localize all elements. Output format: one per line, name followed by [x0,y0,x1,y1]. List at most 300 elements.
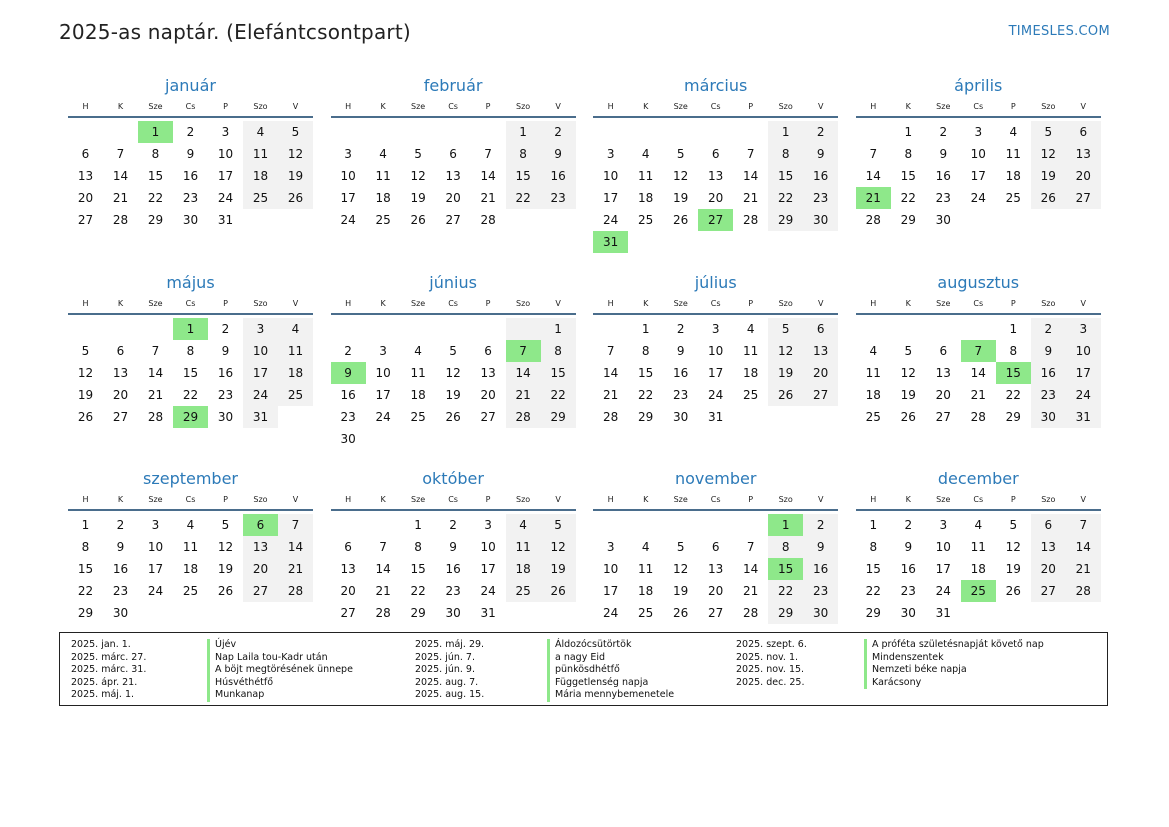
days-grid [68,121,313,231]
day-cell: 23 [935,191,951,205]
day-cell: 8 [641,343,650,358]
day-cell: 28 [375,606,391,620]
day-cell: 20 [1066,165,1101,187]
day-cell: 11 [243,143,278,165]
day-cell: 3 [939,518,948,532]
day-cell: 4 [506,514,541,536]
weekday-label: Sze [410,102,426,111]
weekday-label: Sze [410,298,426,308]
weekday-label: Szo [253,298,268,308]
day-cell: 6 [1031,514,1066,536]
weekday-label: V [292,495,299,504]
weekday-label: Sze [148,298,163,308]
day-cell: 20 [445,191,461,205]
day-cell: 7 [484,147,492,161]
day-cell: 3 [711,321,720,336]
day-cell: 14 [865,169,881,183]
day-cell: 9 [676,343,685,358]
day-cell: 19 [217,562,234,576]
day-cell: 23 [1031,384,1066,406]
day-cell: 26 [410,213,426,227]
day-cell: 26 [673,606,689,620]
day-empty [331,318,366,340]
day-cell: 22 [768,187,803,209]
day-cell: 4 [746,321,755,336]
weekday-label: K [117,495,124,504]
legend-holiday-name: Újév [207,639,353,652]
day-cell: 4 [278,318,313,340]
day-cell: 25 [278,384,313,406]
day-cell: 15 [768,165,803,187]
weekday-label: K [905,102,911,111]
day-cell: 27 [112,409,129,424]
day-cell: 4 [641,540,650,554]
day-cell: 9 [803,143,838,165]
day-cell: 7 [379,540,387,554]
weekday-label: K [643,298,649,308]
days-grid [331,318,576,450]
day-cell: 20 [708,584,724,598]
day-cell: 19 [768,362,803,384]
day-cell: 10 [970,147,986,161]
day-cell: 14 [480,169,496,183]
day-cell: 24 [243,384,278,406]
day-cell: 3 [606,147,615,161]
weekday-label: Cs [973,495,984,504]
day-cell: 13 [1066,143,1101,165]
day-cell: 6 [116,343,125,358]
day-cell: 7 [746,147,755,161]
weekday-label: P [485,102,491,111]
day-cell: 16 [803,165,838,187]
day-cell: 18 [638,584,654,598]
day-cell: 18 [1005,169,1021,183]
day-cell: 13 [112,365,129,380]
day-cell: 8 [768,536,803,558]
holiday-day: 9 [331,362,366,384]
holiday-day: 31 [593,231,628,253]
day-cell: 17 [217,169,234,183]
legend-date: 2025. nov. 1. [736,651,799,663]
day-cell: 10 [480,540,496,554]
day-cell: 26 [900,409,916,424]
holiday-day: 1 [138,121,173,143]
day-cell: 13 [243,536,278,558]
day-empty [961,318,996,340]
day-cell: 8 [869,540,878,554]
day-cell: 22 [77,584,94,598]
day-cell: 1 [904,125,913,139]
day-empty [663,514,698,536]
weekday-label: H [870,298,877,308]
day-empty [331,121,366,143]
day-cell: 5 [414,147,422,161]
days-grid [593,318,838,428]
day-cell: 29 [768,209,803,231]
day-cell: 29 [768,602,803,624]
day-cell: 15 [410,562,426,576]
day-cell: 5 [768,318,803,340]
day-cell: 30 [803,209,838,231]
day-cell: 16 [217,365,234,380]
day-cell: 19 [77,387,94,402]
day-cell: 3 [484,518,492,532]
day-empty [401,318,436,340]
day-empty [856,121,891,143]
day-cell: 1 [641,321,650,336]
day-cell: 3 [1066,318,1101,340]
weekday-header [331,98,576,118]
day-cell: 11 [638,169,654,183]
weekday-header [856,491,1101,511]
day-empty [628,121,663,143]
day-cell: 13 [340,562,356,576]
day-cell: 26 [541,580,576,602]
weekday-label: P [223,495,228,504]
day-cell: 22 [638,387,654,402]
weekday-label: Szo [1041,495,1056,504]
day-cell: 30 [182,213,199,227]
day-cell: 5 [676,147,685,161]
holiday-day: 15 [768,558,803,580]
weekday-label: Cs [448,298,458,308]
day-cell: 4 [186,518,195,532]
day-cell: 23 [182,191,199,205]
day-cell: 6 [803,318,838,340]
day-cell: 18 [506,558,541,580]
day-cell: 2 [904,518,913,532]
day-cell: 14 [1066,536,1101,558]
day-cell: 24 [147,584,164,598]
day-empty [331,514,366,536]
day-cell: 23 [112,584,129,598]
legend-holiday-name: Áldozócsütörtök [547,639,674,652]
weekday-label: Cs [973,298,984,308]
day-cell: 17 [1066,362,1101,384]
day-cell: 28 [603,409,619,424]
day-cell: 14 [278,536,313,558]
day-cell: 12 [410,169,426,183]
month-4 [856,75,1101,272]
days-grid [68,514,313,624]
legend-dates-column [71,639,146,702]
day-cell: 1 [414,518,422,532]
day-cell: 22 [506,187,541,209]
day-empty [506,318,541,340]
day-cell: 5 [904,343,913,358]
day-cell: 21 [278,558,313,580]
day-cell: 9 [541,143,576,165]
day-cell: 15 [147,169,164,183]
weekday-header [593,98,838,118]
weekday-label: H [82,298,89,308]
day-cell: 2 [676,321,685,336]
weekday-label: K [643,495,649,504]
day-cell: 20 [935,387,951,402]
day-empty [733,514,768,536]
day-cell: 24 [217,191,234,205]
day-cell: 5 [449,343,457,358]
day-cell: 20 [480,387,496,402]
day-cell: 31 [243,406,278,428]
day-cell: 13 [445,169,461,183]
weekday-label: P [748,298,754,308]
day-cell: 1 [869,518,878,532]
day-empty [698,121,733,143]
day-empty [698,514,733,536]
day-cell: 22 [865,584,881,598]
day-cell: 17 [340,191,356,205]
legend-date: 2025. aug. 15. [415,689,485,701]
day-cell: 27 [480,409,496,424]
day-cell: 12 [217,540,234,554]
day-cell: 22 [1005,387,1021,402]
day-cell: 5 [1031,121,1066,143]
day-cell: 20 [243,558,278,580]
day-cell: 22 [147,191,164,205]
days-grid [593,514,838,624]
weekday-label: Szo [1041,102,1056,111]
day-cell: 13 [480,365,496,380]
day-cell: 19 [541,558,576,580]
legend-holiday-name: Munkanap [207,689,353,702]
day-cell: 23 [803,187,838,209]
day-cell: 8 [904,147,913,161]
weekday-label: V [555,495,561,504]
day-cell: 27 [1031,580,1066,602]
weekday-label: Szo [1041,298,1056,308]
day-cell: 24 [935,584,951,598]
legend-date: 2025. márc. 31. [71,664,147,676]
month-name: május [166,272,215,292]
day-cell: 14 [112,169,129,183]
day-cell: 8 [414,540,422,554]
day-cell: 27 [243,580,278,602]
weekday-label: H [345,298,352,308]
holiday-day: 29 [173,406,208,428]
day-empty [436,121,471,143]
day-cell: 23 [541,187,576,209]
day-empty [593,318,628,340]
legend-holiday-name: Nap Laila tou-Kadr után [207,652,353,665]
day-cell: 27 [340,606,356,620]
day-cell: 11 [743,343,759,358]
day-cell: 21 [506,384,541,406]
day-cell: 20 [1031,558,1066,580]
day-cell: 2 [221,321,230,336]
day-cell: 19 [278,165,313,187]
day-empty [401,121,436,143]
month-7 [593,272,838,469]
holiday-day: 1 [768,514,803,536]
day-cell: 7 [746,540,755,554]
weekday-header [331,491,576,511]
day-cell: 13 [1031,536,1066,558]
day-cell: 21 [1066,558,1101,580]
month-name: június [429,272,477,292]
day-cell: 8 [81,540,90,554]
month-name: július [694,272,737,292]
weekday-label: P [223,102,228,111]
day-cell: 17 [603,584,619,598]
day-cell: 29 [77,606,94,620]
legend-holiday-name: pünkösdhétfő [547,664,674,677]
holiday-day: 27 [698,209,733,231]
month-name: január [165,76,216,95]
day-cell: 1 [768,121,803,143]
day-cell: 18 [182,562,199,576]
day-cell: 10 [603,562,619,576]
day-cell: 17 [970,169,986,183]
day-cell: 2 [344,343,352,358]
day-cell: 24 [970,191,986,205]
day-cell: 11 [638,562,654,576]
weekday-header [68,491,313,511]
day-cell: 2 [116,518,125,532]
weekday-header [68,295,313,315]
day-cell: 6 [939,343,948,358]
weekday-label: Sze [936,298,951,308]
day-cell: 31 [480,606,496,620]
day-cell: 9 [186,147,195,161]
day-cell: 12 [768,340,803,362]
day-cell: 22 [768,580,803,602]
day-cell: 11 [970,540,986,554]
day-cell: 15 [77,562,94,576]
legend-date: 2025. máj. 1. [71,689,135,701]
day-cell: 26 [768,384,803,406]
day-cell: 25 [182,584,199,598]
day-cell: 24 [603,606,619,620]
day-empty [366,121,401,143]
month-name: augusztus [937,272,1020,292]
day-cell: 30 [803,602,838,624]
day-cell: 8 [541,340,576,362]
day-cell: 21 [743,191,759,205]
day-cell: 6 [711,540,720,554]
day-cell: 19 [445,387,461,402]
day-cell: 11 [182,540,199,554]
month-8 [856,272,1101,469]
legend-date: 2025. jan. 1. [71,639,131,650]
day-cell: 8 [506,143,541,165]
month-3 [593,75,838,272]
legend-date: 2025. ápr. 21. [71,676,138,688]
day-cell: 10 [603,169,619,183]
weekday-label: Szo [516,298,531,308]
weekday-label: Szo [253,102,268,111]
day-empty [366,514,401,536]
weekday-label: V [555,298,561,308]
day-cell: 16 [445,562,461,576]
weekday-header [593,491,838,511]
weekday-label: K [117,298,124,308]
weekday-label: K [380,298,386,308]
weekday-label: K [905,495,911,504]
weekday-label: P [1010,495,1016,504]
day-cell: 2 [1031,318,1066,340]
day-cell: 2 [449,518,457,532]
day-cell: 10 [375,365,391,380]
holiday-day: 21 [856,187,891,209]
day-cell: 10 [1066,340,1101,362]
month-name: szeptember [142,469,238,488]
day-cell: 29 [541,406,576,428]
day-cell: 24 [708,387,724,402]
day-cell: 28 [1066,580,1101,602]
day-cell: 17 [603,191,619,205]
month-name: december [937,469,1019,488]
legend-date: 2025. márc. 27. [71,651,147,663]
legend-date: 2025. jún. 7. [415,651,476,663]
day-cell: 7 [116,147,125,161]
legend-date: 2025. szept. 6. [736,639,807,650]
day-cell: 27 [935,409,951,424]
month-6 [331,272,576,469]
day-cell: 23 [803,580,838,602]
weekday-label: Cs [448,495,458,504]
day-cell: 29 [410,606,426,620]
day-empty [593,514,628,536]
weekday-label: P [485,298,491,308]
days-grid [856,514,1101,624]
day-cell: 25 [1005,191,1021,205]
day-cell: 11 [506,536,541,558]
day-cell: 31 [217,213,234,227]
day-cell: 12 [1005,540,1021,554]
day-cell: 5 [676,540,685,554]
day-cell: 24 [480,584,496,598]
legend-names-column [864,639,1044,689]
day-cell: 17 [243,362,278,384]
day-cell: 4 [243,121,278,143]
day-cell: 27 [445,213,461,227]
day-cell: 19 [673,584,689,598]
legend-holiday-name: Mária mennybemenetele [547,689,674,702]
day-cell: 12 [77,365,94,380]
day-cell: 5 [221,518,230,532]
day-cell: 9 [221,343,230,358]
day-cell: 1 [506,121,541,143]
day-cell: 26 [1005,584,1021,598]
day-cell: 31 [1066,406,1101,428]
day-cell: 27 [708,606,724,620]
day-cell: 10 [708,343,724,358]
day-cell: 6 [449,147,457,161]
holiday-day: 7 [961,340,996,362]
day-cell: 8 [186,343,195,358]
day-cell: 1 [541,318,576,340]
weekday-label: H [870,102,877,111]
day-cell: 14 [506,362,541,384]
day-cell: 26 [217,584,234,598]
day-cell: 16 [112,562,129,576]
weekday-header [331,295,576,315]
day-cell: 14 [743,562,759,576]
holiday-day: 15 [996,362,1031,384]
brand-link[interactable]: TIMESLES.COM [1008,24,1110,39]
day-cell: 25 [410,409,426,424]
weekday-label: Szo [253,495,268,504]
day-cell: 20 [340,584,356,598]
day-cell: 25 [638,213,654,227]
day-empty [68,318,103,340]
holiday-day: 25 [961,580,996,602]
month-name: március [684,76,748,95]
day-cell: 17 [480,562,496,576]
weekday-label: V [1080,102,1087,111]
weekday-label: Cs [448,102,458,111]
